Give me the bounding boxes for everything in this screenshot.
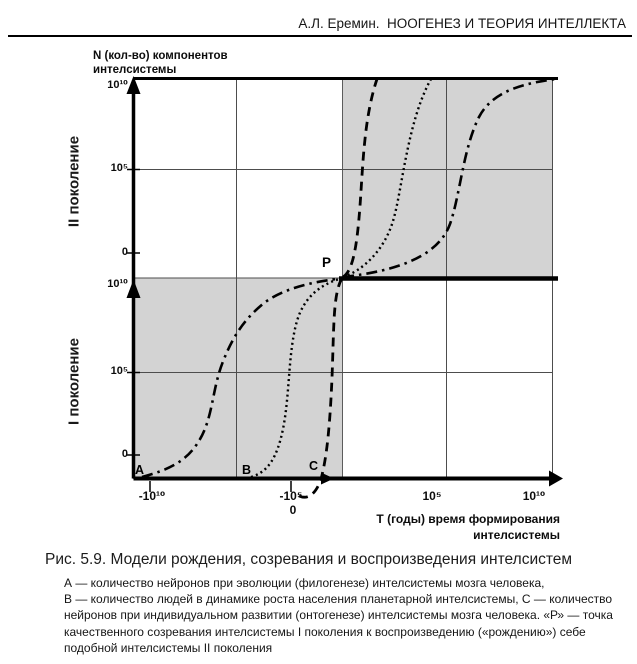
x-tick-minus-1e10: -10¹⁰ — [138, 489, 166, 503]
point-label-c: С — [309, 459, 319, 473]
x-tick-1e10: 10¹⁰ — [522, 489, 546, 503]
point-label-p: P — [322, 255, 332, 270]
y-axis-title — [93, 49, 228, 77]
caption-detail-line: А — количество нейронов при эволюции (филогенезе) интелсистемы мозга человека, — [64, 576, 545, 590]
y-tick-lower-1e10: 10¹⁰ — [107, 278, 128, 290]
x-tick-minus-1e5: -10⁵ — [279, 489, 303, 503]
y-tick-upper-1e5: 10⁵ — [110, 162, 128, 174]
y-tick-lower-0: 0 — [121, 448, 128, 460]
generation-1-label: I поколение — [65, 338, 83, 425]
y-axis-title-line1: N (кол-во) компонентов — [93, 50, 228, 62]
x-axis-arrowhead — [549, 471, 563, 487]
shaded-region-generation-2 — [343, 78, 553, 279]
y-tick-upper-1e10: 10¹⁰ — [107, 79, 128, 91]
shaded-region-generation-1 — [134, 278, 343, 479]
generation-2-label: II поколение — [65, 135, 83, 228]
y-axis-title-line2: интелсистемы — [93, 64, 177, 76]
y-tick-lower-1e5: 10⁵ — [110, 365, 128, 377]
caption-detail-line: нейронов при индивидуальном развитии (онтогенезе) интелсистемы мозга человека. «Р» — точка — [64, 608, 613, 623]
figure-caption-title: Рис. 5.9. Модели рождения, созревания и воспроизведения интелсистем — [45, 551, 573, 568]
x-tick-1e5: 10⁵ — [422, 489, 442, 503]
point-label-b: В — [242, 463, 252, 477]
x-tick-0: 0 — [289, 503, 297, 517]
point-label-a: А — [135, 463, 145, 477]
caption-detail-line: качественного созревания интелсистемы I поколения к воспроизведению («рождению») себе — [64, 624, 586, 639]
x-axis-title-line1: Т (годы) время формирования — [376, 512, 560, 526]
caption-detail-line: подобной интелсистемы II поколения — [64, 640, 273, 655]
caption-detail-line: В — количество людей в динамике роста населения планетарной интелсистемы, С — количество — [64, 592, 613, 607]
x-axis-title — [300, 511, 560, 543]
y-tick-upper-0: 0 — [121, 246, 128, 258]
page-header-title: А.Л. Еремин. НООГЕНЕЗ И ТЕОРИЯ ИНТЕЛЛЕКТА — [298, 16, 626, 31]
x-axis-title-line2: интелсистемы — [473, 528, 560, 542]
